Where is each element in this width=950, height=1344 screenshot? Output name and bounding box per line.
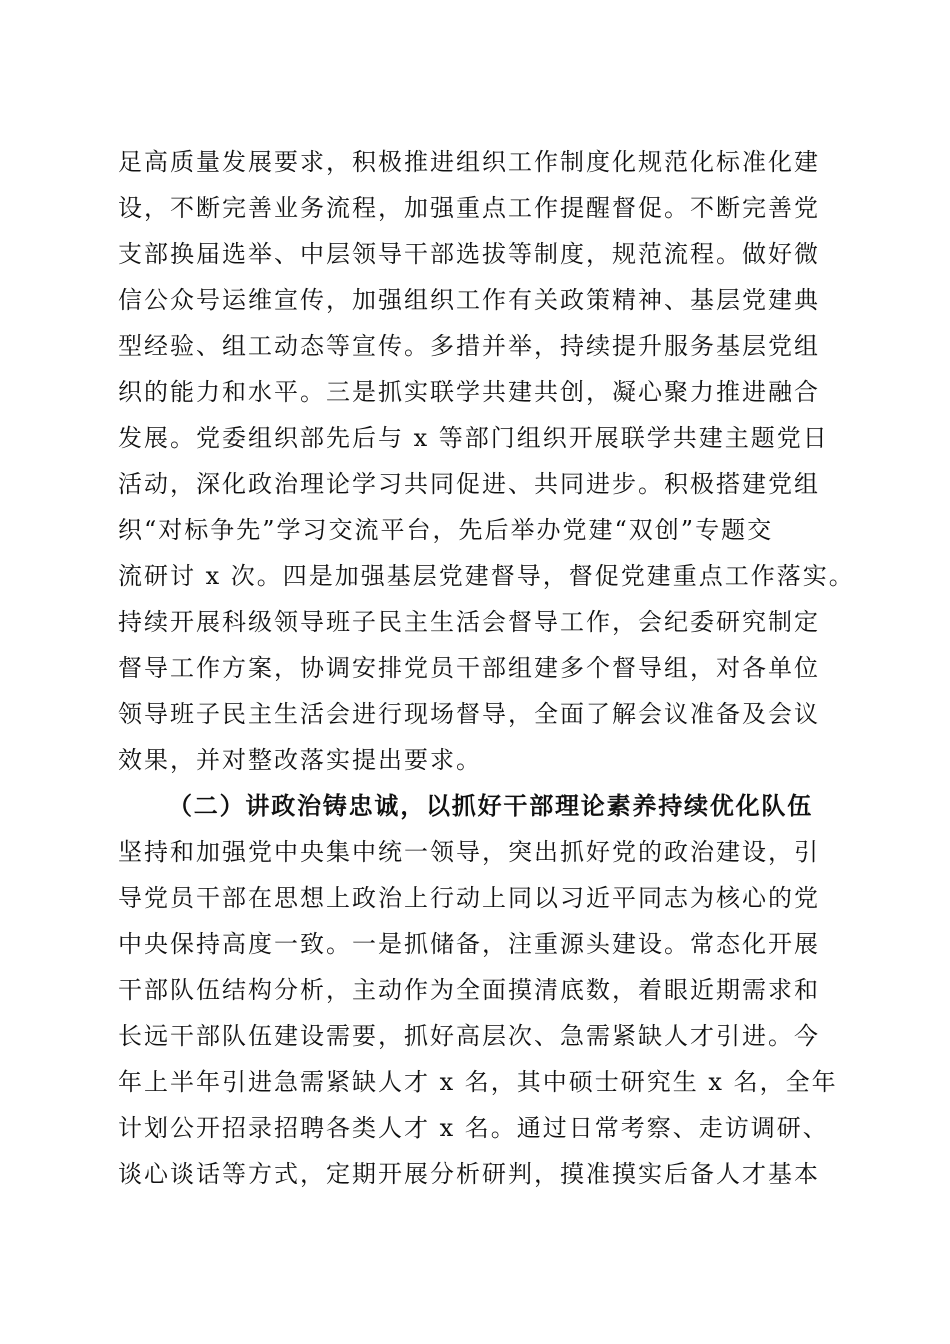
paragraph-line: 信公众号运维宣传，加强组织工作有关政策精神、基层党建典 bbox=[118, 286, 820, 314]
paragraph-line: 计划公开招录招聘各类人才 x 名。通过日常考察、走访调研、 bbox=[118, 1114, 829, 1142]
paragraph-line: 型经验、组工动态等宣传。多措并举，持续提升服务基层党组 bbox=[118, 332, 820, 360]
paragraph-line: 干部队伍结构分析，主动作为全面摸清底数，着眼近期需求和 bbox=[118, 976, 820, 1004]
paragraph-line: 长远干部队伍建设需要，抓好高层次、急需紧缺人才引进。今 bbox=[118, 1022, 820, 1050]
paragraph-line: 织“对标争先”学习交流平台，先后举办党建“双创”专题交 bbox=[118, 516, 774, 544]
paragraph-line: 年上半年引进急需紧缺人才 x 名，其中硕士研究生 x 名，全年 bbox=[118, 1068, 838, 1096]
paragraph-line: 织的能力和水平。三是抓实联学共建共创，凝心聚力推进融合 bbox=[118, 378, 820, 406]
paragraph-line: 坚持和加强党中央集中统一领导，突出抓好党的政治建设，引 bbox=[118, 838, 820, 866]
paragraph-line: 持续开展科级领导班子民主生活会督导工作，会纪委研究制定 bbox=[118, 608, 820, 636]
section-heading: （二）讲政治铸忠诚，以抓好干部理论素养持续优化队伍 bbox=[168, 791, 813, 820]
paragraph-line: 流研讨 x 次。四是加强基层党建督导，督促党建重点工作落实。 bbox=[118, 562, 855, 590]
paragraph-line: 设，不断完善业务流程，加强重点工作提醒督促。不断完善党 bbox=[118, 194, 820, 222]
paragraph-line: 导党员干部在思想上政治上行动上同以习近平同志为核心的党 bbox=[118, 884, 820, 912]
paragraph-line: 效果，并对整改落实提出要求。 bbox=[118, 746, 482, 774]
paragraph-line: 领导班子民主生活会进行现场督导，全面了解会议准备及会议 bbox=[118, 700, 820, 728]
paragraph-line: 足高质量发展要求，积极推进组织工作制度化规范化标准化建 bbox=[118, 148, 820, 176]
paragraph-line: 发展。党委组织部先后与 x 等部门组织开展联学共建主题党日 bbox=[118, 424, 829, 452]
paragraph-line: 活动，深化政治理论学习共同促进、共同进步。积极搭建党组 bbox=[118, 470, 820, 498]
paragraph-line: 督导工作方案，协调安排党员干部组建多个督导组，对各单位 bbox=[118, 654, 820, 682]
paragraph-line: 中央保持高度一致。一是抓储备，注重源头建设。常态化开展 bbox=[118, 930, 820, 958]
paragraph-line: 谈心谈话等方式，定期开展分析研判，摸准摸实后备人才基本 bbox=[118, 1160, 820, 1188]
paragraph-line: 支部换届选举、中层领导干部选拔等制度，规范流程。做好微 bbox=[118, 240, 820, 268]
